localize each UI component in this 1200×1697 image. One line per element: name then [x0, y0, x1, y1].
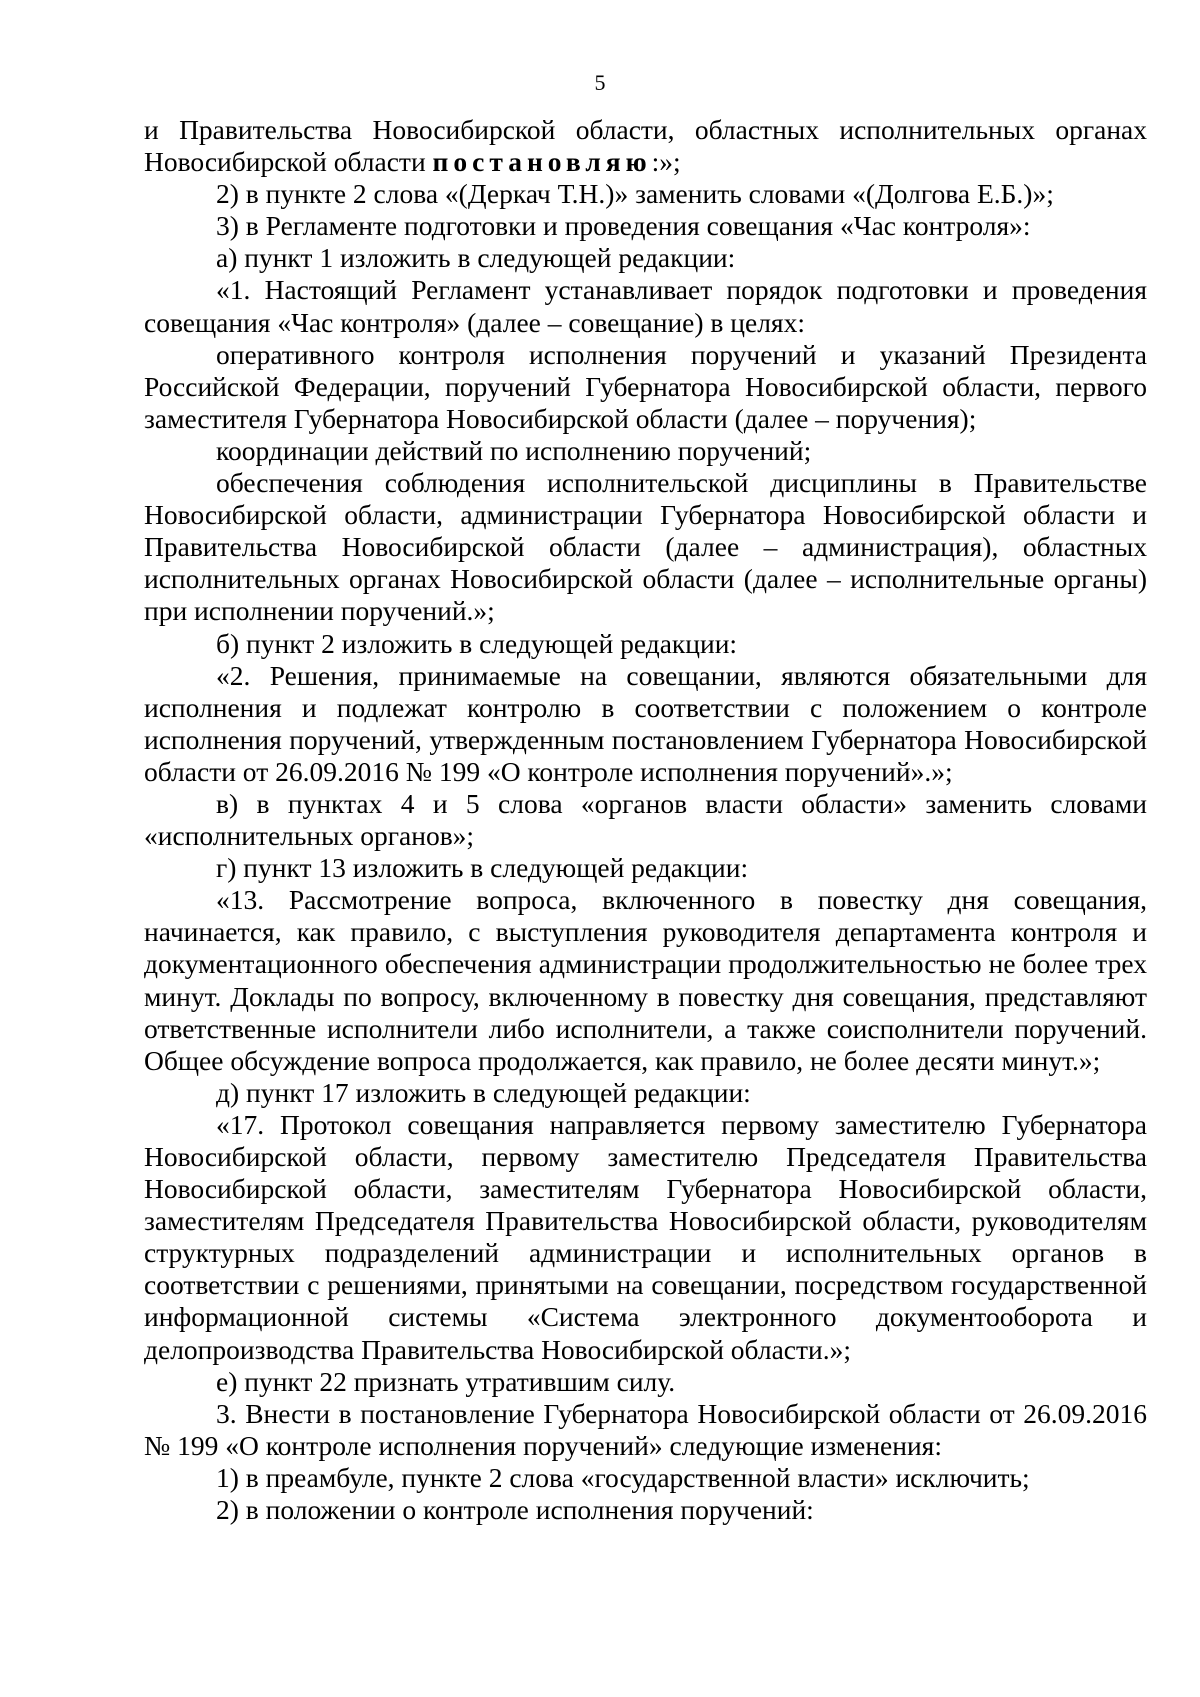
paragraph-goal-coordination: координации действий по исполнению поручений;	[216, 434, 812, 466]
paragraph-item-3: 3) в Регламенте подготовки и проведения совещания «Час контроля»:	[216, 210, 1031, 242]
paragraph-quote-13: «13. Рассмотрение вопроса, включенного в повестку дня совещания, начинается, как правило, с выступления руководителя департамента контроля и документационного обеспечения администрации продолжительностью не более трех минут. Доклады по вопросу, включенному в повестку дня совещания, представляют ответственные исполнители либо исполнители, а также соисполнители поручений. Общее обсуждение вопроса продолжается, как правило, не более десяти минут.»;	[144, 884, 1147, 1076]
paragraph-section-3-item-2: 2) в положении о контроле исполнения поручений:	[216, 1494, 814, 1526]
paragraph-quote-17: «17. Протокол совещания направляется первому заместителю Губернатора Новосибирской области, первому заместителю Председателя Правительства Новосибирской области, заместителям Губернатора Новосибирской области, заместителям Председателя Правительства Новосибирской области, руководителям структурных подразделений администрации и исполнительных органов в соответствии с решениями, принятыми на совещании, посредством государственной информационной системы «Система электронного документооборота и делопроизводства Правительства Новосибирской области.»;	[144, 1108, 1147, 1365]
paragraph-subitem-g: г) пункт 13 изложить в следующей редакции:	[216, 852, 749, 884]
paragraph-subitem-b: б) пункт 2 изложить в следующей редакции:	[216, 627, 738, 659]
paragraph-preamble-end	[144, 114, 1147, 178]
paragraph-subitem-d: д) пункт 17 изложить в следующей редакции:	[216, 1076, 751, 1108]
paragraph-text: и Правительства Новосибирской области, областных исполнительных органах Новосибирской области	[144, 114, 1147, 178]
paragraph-subitem-v: в) в пунктах 4 и 5 слова «органов власти области» заменить словами «исполнительных органов»;	[144, 787, 1147, 852]
paragraph-goal-discipline: обеспечения соблюдения исполнительской дисциплины в Правительстве Новосибирской области, администрации Губернатора Новосибирской области и Правительства Новосибирской области (далее – администрация), областных исполнительных органах Новосибирской области (далее – исполнительные органы) при исполнении поручений.»;	[144, 467, 1147, 627]
document-body	[144, 114, 1147, 1526]
paragraph-goal-control: оперативного контроля исполнения поручений и указаний Президента Российской Федерации, поручений Губернатора Новосибирской области, первого заместителя Губернатора Новосибирской области (далее – поручения);	[144, 338, 1147, 434]
paragraph-quote-1: «1. Настоящий Регламент устанавливает порядок подготовки и проведения совещания «Час контроля» (далее – совещание) в целях:	[144, 274, 1147, 338]
paragraph-section-3: 3. Внести в постановление Губернатора Новосибирской области от 26.09.2016 № 199 «О контроле исполнения поручений» следующие изменения:	[144, 1397, 1147, 1461]
page-number: 5	[594, 70, 606, 95]
paragraph-tail: :»;	[651, 146, 681, 178]
paragraph-item-2: 2) в пункте 2 слова «(Деркач Т.Н.)» заменить словами «(Долгова Е.Б.)»;	[216, 178, 1054, 210]
paragraph-subitem-e: е) пункт 22 признать утратившим силу.	[216, 1365, 676, 1397]
paragraph-quote-2: «2. Решения, принимаемые на совещании, являются обязательными для исполнения и подлежат контролю в соответствии с положением о контроле исполнения поручений, утвержденным постановлением Губернатора Новосибирской области от 26.09.2016 № 199 «О контроле исполнения поручений».»;	[144, 659, 1147, 787]
paragraph-subitem-a: а) пункт 1 изложить в следующей редакции:	[216, 242, 736, 274]
paragraph-section-3-item-1: 1) в преамбуле, пункте 2 слова «государственной власти» исключить;	[216, 1461, 1030, 1493]
decree-word: постановляю	[432, 146, 652, 178]
